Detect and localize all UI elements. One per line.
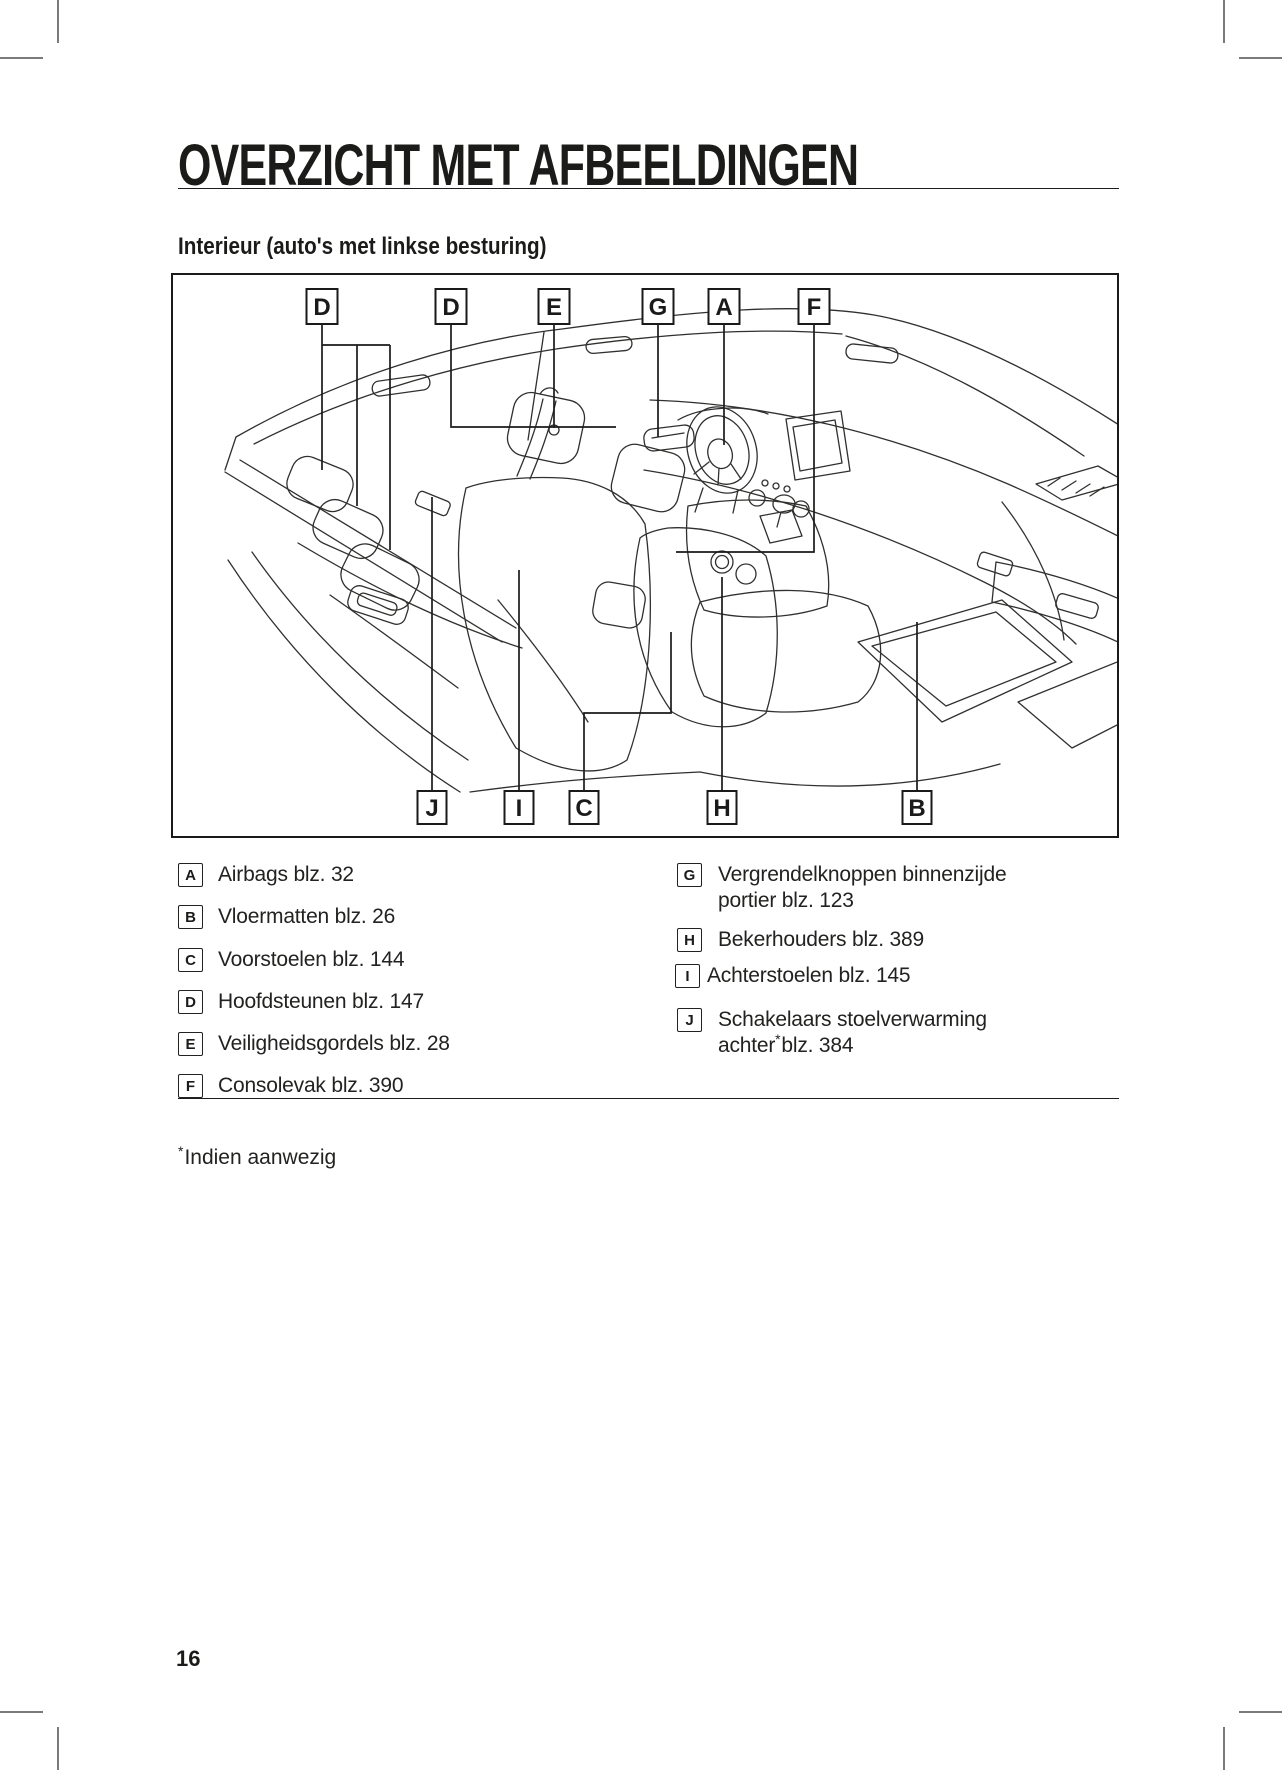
crop-mark: [1239, 57, 1282, 59]
diagram-label-letter: D: [313, 294, 331, 321]
diagram-label-letter: I: [515, 795, 523, 822]
diagram-label-G: [643, 289, 674, 324]
legend-text-line: achter: [718, 1034, 776, 1057]
footnote-asterisk: *: [178, 1143, 184, 1159]
footnote: [178, 1143, 337, 1170]
interior-diagram: [171, 273, 1119, 838]
legend-text-line: portier blz. 123: [718, 889, 854, 912]
legend-text: Consolevak blz. 390: [218, 1074, 404, 1097]
diagram-frame: [172, 274, 1118, 837]
legend-item-voorstoelen: [178, 947, 404, 973]
crop-mark: [1223, 1727, 1225, 1770]
diagram-label-letter: E: [545, 294, 563, 321]
footnote-asterisk: *: [775, 1031, 781, 1047]
diagram-label-F: [799, 289, 830, 324]
legend-text-line: Schakelaars stoelverwarming: [718, 1008, 987, 1031]
legend-item-achterstoelen: [675, 963, 910, 989]
legend-item-hoofdsteunen: [178, 989, 424, 1015]
diagram-label-C: [570, 791, 599, 824]
legend-text: Voorstoelen blz. 144: [218, 948, 405, 971]
section-subtitle: Interieur (auto's met linkse besturing): [178, 232, 547, 260]
diagram-label-letter: H: [713, 795, 731, 822]
diagram-label-letter: F: [806, 294, 822, 321]
diagram-label-letter: A: [715, 294, 733, 321]
legend-letter-box: I: [675, 964, 700, 988]
footnote-text: Indien aanwezig: [184, 1146, 337, 1169]
legend-letter-box: D: [178, 990, 203, 1014]
diagram-label-I: [505, 791, 534, 824]
legend-letter-box: G: [677, 863, 702, 887]
legend-text: Vloermatten blz. 26: [218, 905, 396, 928]
legend-item-vloermatten: [178, 904, 395, 930]
diagram-label-H: [708, 791, 737, 824]
diagram-label-A: [709, 289, 740, 324]
page-title: OVERZICHT MET AFBEELDINGEN: [178, 132, 859, 198]
diagram-label-D1: [307, 289, 338, 324]
legend-text: Achterstoelen blz. 145: [707, 964, 911, 987]
legend-item-bekerhouders: [677, 927, 924, 953]
diagram-label-letter: G: [648, 294, 668, 321]
legend-letter-box: E: [178, 1032, 203, 1056]
crop-mark: [0, 57, 43, 59]
legend-item-consolevak: [178, 1073, 403, 1099]
legend-item-veiligheidsgordels: [178, 1031, 450, 1057]
legend-rule: [178, 1098, 1119, 1099]
legend-letter-box: B: [178, 905, 203, 929]
diagram-label-letter: C: [575, 795, 593, 822]
diagram-label-letter: D: [442, 294, 460, 321]
legend-letter-box: J: [677, 1008, 702, 1032]
title-rule: [178, 188, 1119, 189]
diagram-label-D2: [436, 289, 467, 324]
legend-text: Bekerhouders blz. 389: [718, 928, 924, 951]
legend-text: Airbags blz. 32: [218, 863, 354, 886]
legend-text-line: Vergrendelknoppen binnenzijde: [718, 863, 1007, 886]
crop-mark: [1223, 0, 1225, 43]
legend-item-stoelverwarming: [677, 1007, 987, 1059]
crop-mark: [0, 1711, 43, 1713]
legend-text: Veiligheidsgordels blz. 28: [218, 1032, 450, 1055]
diagram-label-E: [539, 289, 570, 324]
diagram-label-J: [418, 791, 447, 824]
legend-letter-box: C: [178, 948, 203, 972]
legend-text: Hoofdsteunen blz. 147: [218, 990, 424, 1013]
legend-text: [718, 862, 1006, 914]
legend-letter-box: H: [677, 928, 702, 952]
diagram-label-letter: J: [425, 795, 439, 822]
callout-lines: [322, 324, 917, 790]
page-number: 16: [176, 1646, 201, 1671]
legend-text: [718, 1007, 987, 1059]
legend-text-line: blz. 384: [781, 1034, 854, 1057]
legend-item-vergrendelknoppen: [677, 862, 1006, 914]
crop-mark: [57, 1727, 59, 1770]
diagram-label-letter: B: [908, 795, 926, 822]
crop-mark: [1239, 1711, 1282, 1713]
legend-letter-box: F: [178, 1074, 203, 1098]
diagram-label-B: [903, 791, 932, 824]
crop-mark: [57, 0, 59, 43]
car-interior-line-art: [225, 309, 1119, 792]
legend-item-airbags: [178, 862, 354, 888]
legend-letter-box: A: [178, 863, 203, 887]
